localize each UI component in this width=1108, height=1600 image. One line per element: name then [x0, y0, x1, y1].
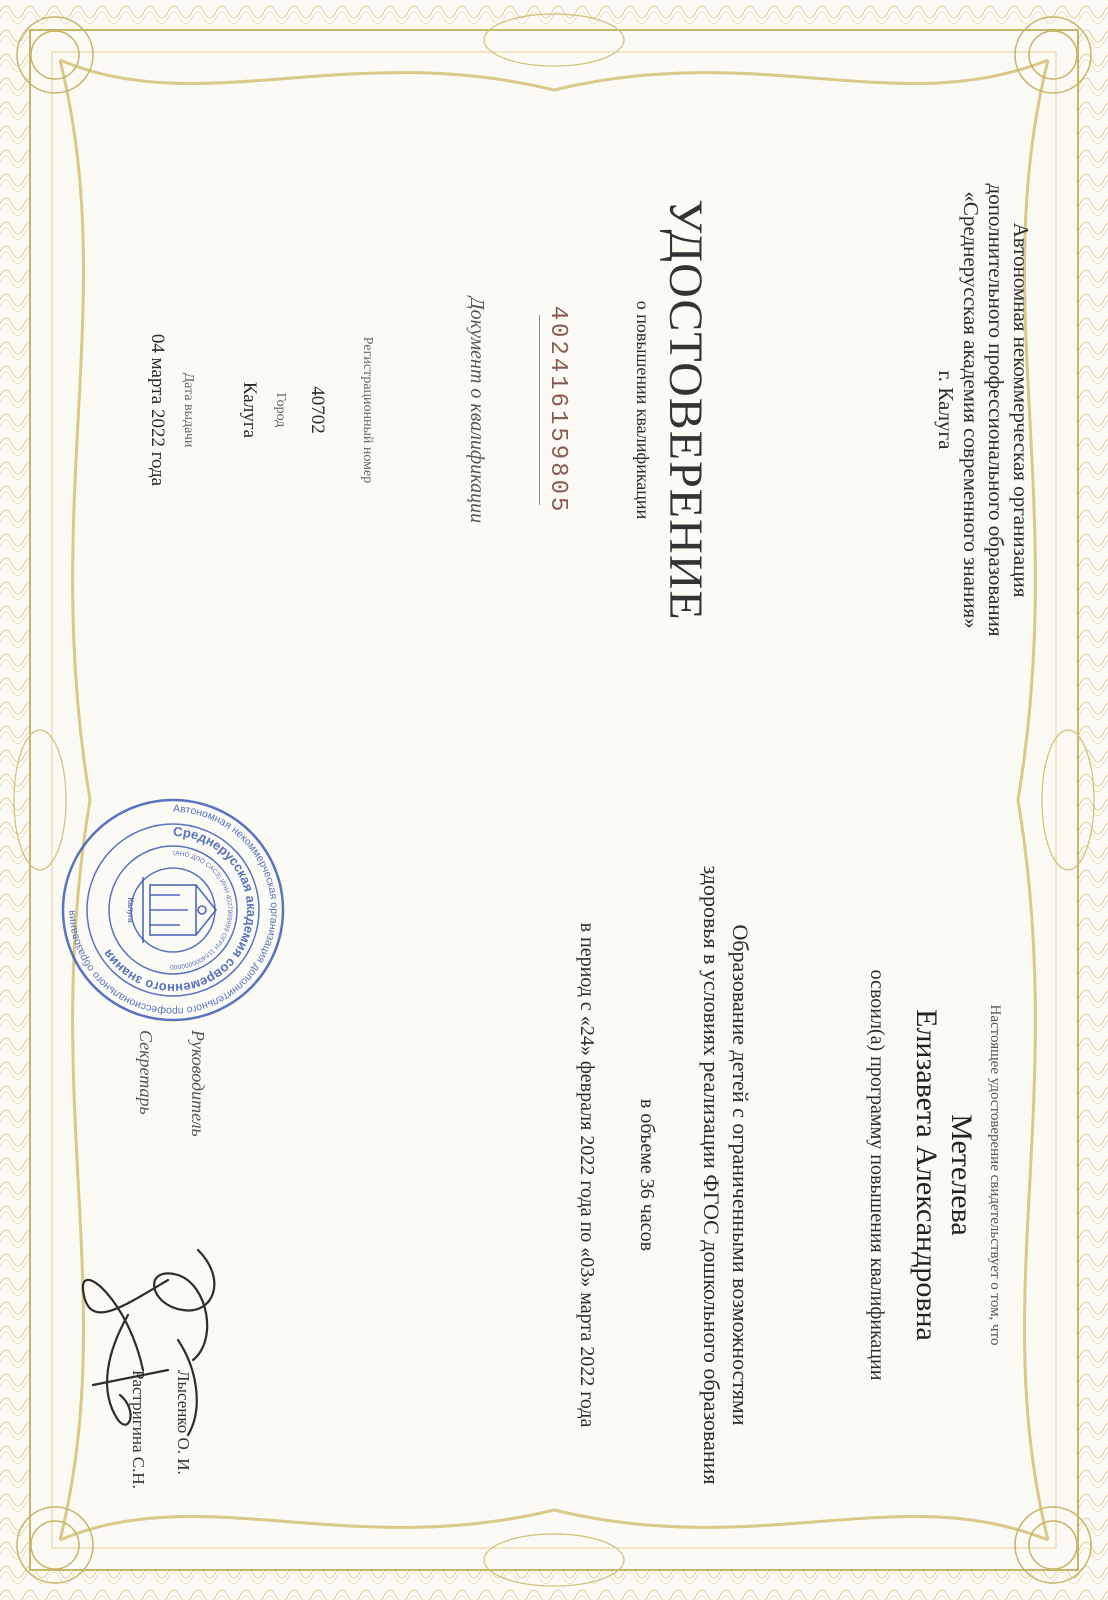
number-underline — [539, 315, 540, 505]
org-line-2: дополнительного профессионального образования — [984, 183, 1008, 637]
organization-stamp — [58, 795, 288, 1025]
certificate-subtitle: о повышении квалификации — [633, 300, 653, 520]
handwritten-signature — [68, 1220, 238, 1460]
program-intro: освоил(а) программу повышения квалификации — [866, 969, 888, 1381]
city-value: Калуга — [239, 381, 260, 439]
stamp-city: Калуга — [126, 897, 135, 923]
registration-number: 40702 — [307, 386, 328, 434]
registration-label: Регистрационный номер — [360, 336, 375, 484]
city-label: Город — [273, 392, 288, 428]
secretary-position-label: Секретарь — [136, 1030, 156, 1115]
issue-date-value: 04 марта 2022 года — [147, 333, 168, 487]
head-name: Лысенко О. И. — [174, 1370, 193, 1475]
org-line-1: Автономная некоммерческая организация — [1009, 222, 1033, 598]
org-line-3: «Среднерусская академия современного знания» — [959, 191, 983, 629]
stamp-inner-text: (АНО ДПО САСЗ) ИНН 4027999999 ОГРН 1164000000000 — [170, 849, 234, 971]
holder-surname: Метелева — [945, 1114, 978, 1236]
program-period: в период с «24» февраля 2022 года по «03» марта 2022 года — [576, 922, 598, 1428]
holder-lead-text: Настоящее удостоверение свидетельствует о том, что — [987, 1004, 1003, 1346]
certificate-title: УДОСТОВЕРЕНИЕ — [659, 199, 712, 621]
certificate-left-half — [0, 150, 1108, 670]
stamp-emblem — [143, 877, 216, 943]
document-type: Документ о квалификации — [466, 296, 488, 524]
program-hours: в объеме 36 часов — [636, 1098, 658, 1252]
stamp-outer-text: Автономная некоммерческая организация дополнительного профессионального образования — [65, 802, 281, 1018]
program-title-line-1: Образование детей с ограниченными возможностями — [728, 924, 753, 1426]
stamp-name-text: Среднерусская академия современного знания — [99, 823, 260, 997]
secretary-name: Растригина С.Н. — [129, 1370, 148, 1489]
program-title-line-2: здоровья в условиях реализации ФГОС дошкольного образования — [699, 865, 724, 1485]
issue-date-label: Дата выдачи — [181, 372, 196, 448]
org-city: г. Калуга — [934, 370, 958, 450]
holder-name: Елизавета Александровна — [910, 1009, 943, 1341]
head-position-label: Руководитель — [188, 1030, 208, 1137]
certificate-number: 402416159805 — [544, 305, 571, 515]
